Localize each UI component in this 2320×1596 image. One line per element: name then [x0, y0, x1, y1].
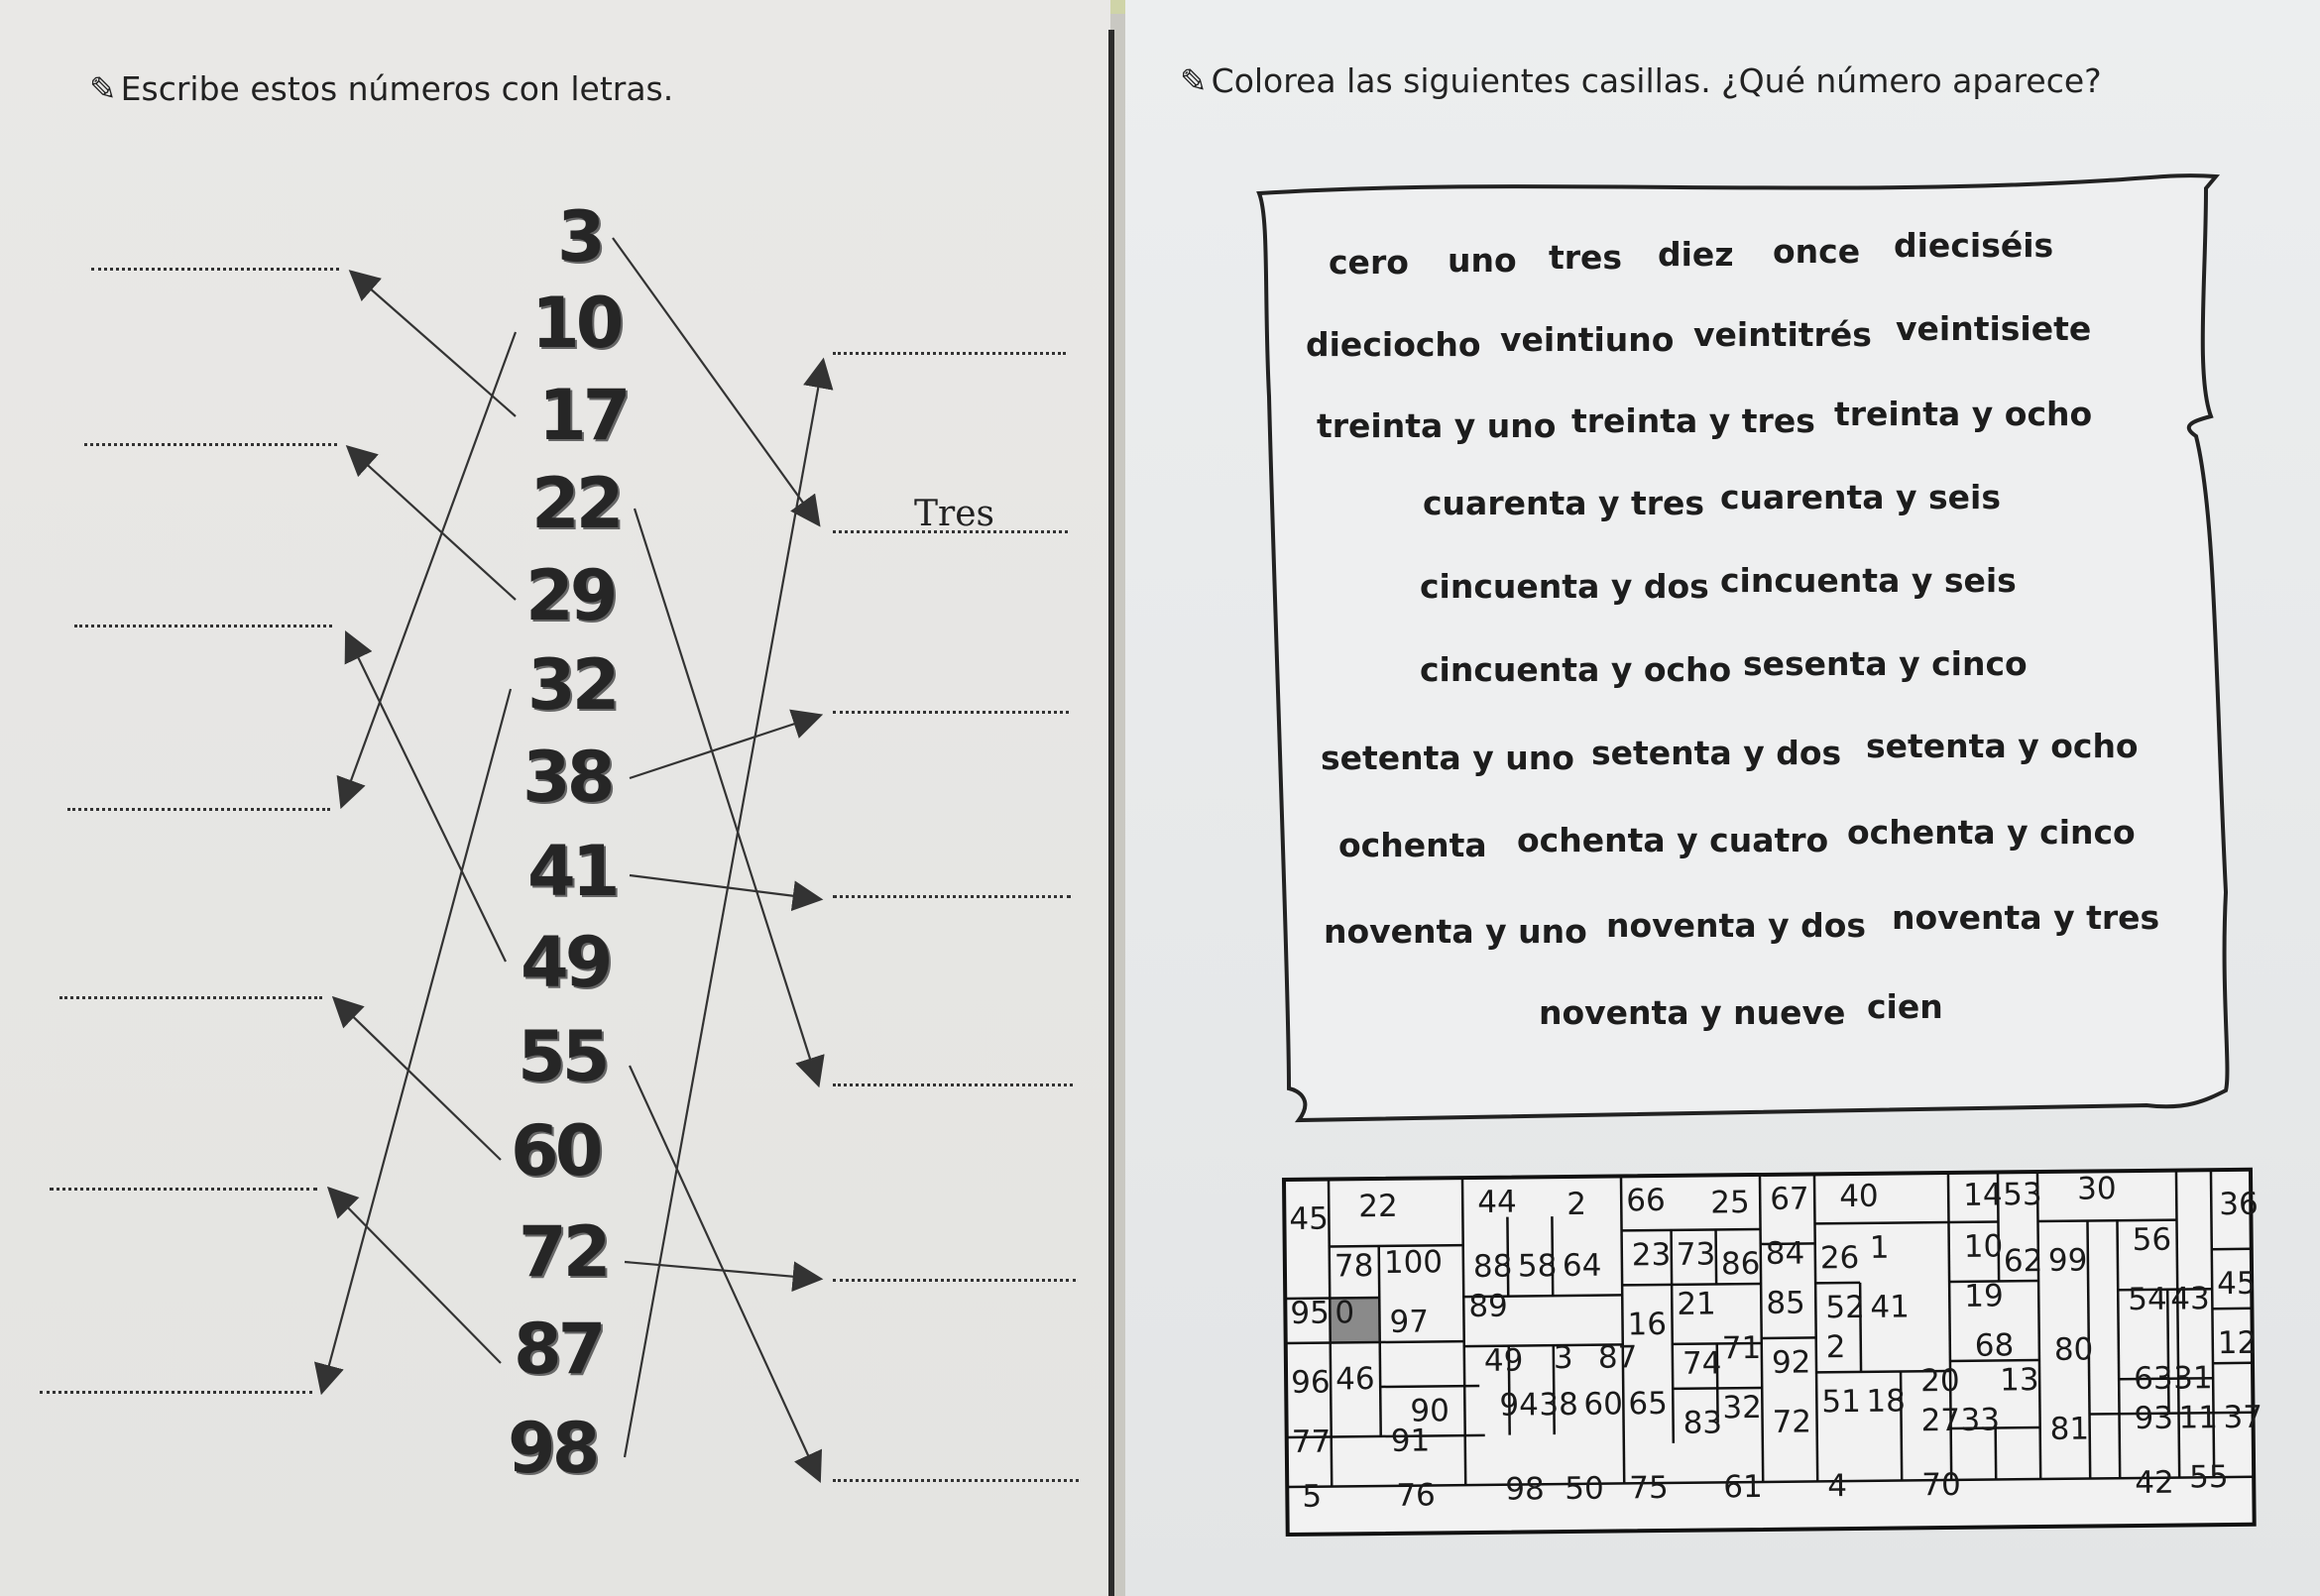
grid-cell-number[interactable]: 65 — [1628, 1385, 1669, 1423]
grid-cell-number[interactable]: 50 — [1565, 1470, 1604, 1508]
grid-cell-number[interactable]: 37 — [2223, 1399, 2263, 1436]
grid-cell-number[interactable]: 25 — [1710, 1185, 1750, 1221]
grid-cell-number[interactable]: 33 — [1960, 1402, 2001, 1438]
grid-cell-number[interactable]: 52 — [1825, 1289, 1866, 1326]
word-veintiuno[interactable]: veintiuno — [1500, 320, 1675, 359]
grid-cell-number[interactable]: 60 — [1583, 1386, 1624, 1423]
connector-arrows — [0, 0, 1110, 1596]
grid-cell-number[interactable]: 75 — [1629, 1469, 1669, 1507]
word-noventa-y-nueve[interactable]: noventa y nueve — [1539, 993, 1846, 1032]
number-41: 41 — [527, 831, 617, 912]
grid-cell-number[interactable]: 74 — [1682, 1345, 1722, 1382]
grid-cell-number[interactable]: 56 — [2132, 1221, 2172, 1259]
grid-cell-number[interactable]: 19 — [1964, 1278, 2004, 1314]
grid-cell-number[interactable]: 96 — [1290, 1364, 1331, 1401]
number-32: 32 — [527, 644, 617, 726]
book-spine — [1108, 30, 1114, 1596]
grid-cell-number[interactable]: 31 — [2172, 1360, 2213, 1397]
grid-cell-number[interactable]: 36 — [2219, 1186, 2259, 1223]
grid-cell-number[interactable]: 95 — [1290, 1295, 1331, 1331]
word-cuarenta-y-tres[interactable]: cuarenta y tres — [1423, 484, 1705, 522]
arrow — [349, 448, 516, 600]
number-10: 10 — [531, 283, 621, 364]
word-setenta-y-dos[interactable]: setenta y dos — [1591, 734, 1842, 772]
grid-cell-number[interactable]: 83 — [1682, 1405, 1723, 1441]
grid-cell-number[interactable]: 0 — [1334, 1295, 1355, 1331]
number-22: 22 — [531, 463, 621, 544]
grid-cell-number[interactable]: 98 — [1505, 1471, 1545, 1508]
word-noventa-y-tres[interactable]: noventa y tres — [1892, 898, 2160, 937]
grid-cell-number[interactable]: 71 — [1721, 1329, 1762, 1367]
example-answer: Tres — [914, 494, 994, 534]
grid-cell-number[interactable]: 68 — [1974, 1327, 2015, 1364]
word-dieciseis[interactable]: dieciséis — [1894, 226, 2054, 265]
word-ochenta[interactable]: ochenta — [1338, 826, 1487, 864]
word-cien[interactable]: cien — [1867, 987, 1943, 1026]
grid-cell-number[interactable]: 87 — [1597, 1339, 1638, 1376]
number-grid — [1125, 0, 2320, 1596]
word-tres[interactable]: tres — [1549, 238, 1623, 277]
grid-cell-number[interactable]: 86 — [1720, 1245, 1761, 1283]
grid-cell-number[interactable]: 14 — [1963, 1177, 2003, 1213]
grid-cell-number[interactable]: 100 — [1383, 1244, 1444, 1281]
grid-cell-number[interactable]: 63 — [2133, 1360, 2173, 1398]
grid-cell-number[interactable]: 70 — [1921, 1466, 1961, 1504]
grid-cell-number[interactable]: 2 — [1825, 1329, 1846, 1366]
word-ochenta-y-cinco[interactable]: ochenta y cinco — [1847, 813, 2136, 852]
grid-cell-number[interactable]: 45 — [1289, 1200, 1330, 1237]
grid-cell-number[interactable]: 10 — [1963, 1228, 2004, 1265]
grid-cell-number[interactable]: 77 — [1291, 1424, 1332, 1460]
grid-cell-number[interactable]: 72 — [1772, 1404, 1812, 1440]
grid-cell-number[interactable]: 42 — [2135, 1464, 2174, 1502]
grid-cell-number[interactable]: 64 — [1562, 1247, 1602, 1285]
arrow — [322, 689, 511, 1391]
arrow — [635, 509, 818, 1083]
grid-cell-number[interactable]: 18 — [1866, 1383, 1907, 1420]
arrow — [630, 875, 819, 899]
word-veintitres[interactable]: veintitrés — [1693, 315, 1872, 354]
word-once[interactable]: once — [1773, 232, 1861, 271]
word-cincuenta-y-dos[interactable]: cincuenta y dos — [1420, 567, 1709, 606]
word-diez[interactable]: diez — [1658, 235, 1734, 274]
grid-cell-number[interactable]: 16 — [1627, 1306, 1668, 1343]
grid-cell-number[interactable]: 26 — [1819, 1239, 1860, 1277]
left-page — [0, 0, 1110, 1596]
grid-cell-number[interactable]: 99 — [2047, 1242, 2088, 1279]
grid-cell-number[interactable]: 11 — [2178, 1400, 2219, 1436]
grid-cell-number[interactable]: 90 — [1410, 1393, 1450, 1429]
grid-cell-number[interactable]: 12 — [2217, 1324, 2258, 1362]
grid-cell-number[interactable]: 49 — [1483, 1342, 1524, 1379]
number-60: 60 — [511, 1110, 600, 1192]
word-dieciocho[interactable]: dieciocho — [1306, 325, 1481, 364]
arrow — [625, 362, 823, 1457]
pencil-icon: ✎ — [89, 69, 117, 108]
grid-cell-number[interactable]: 32 — [1722, 1389, 1763, 1426]
grid-cell-number[interactable]: 27 — [1920, 1402, 1961, 1439]
number-29: 29 — [525, 555, 615, 636]
grid-cell-number[interactable]: 97 — [1389, 1304, 1430, 1340]
word-sesenta-y-cinco[interactable]: sesenta y cinco — [1743, 644, 2028, 683]
grid-cell-number[interactable]: 93 — [2134, 1400, 2174, 1437]
number-17: 17 — [538, 375, 628, 456]
grid-cell-number[interactable]: 13 — [1999, 1362, 2039, 1399]
arrow — [342, 332, 516, 805]
word-setenta-y-ocho[interactable]: setenta y ocho — [1866, 727, 2139, 765]
word-treinta-y-uno[interactable]: treinta y uno — [1317, 406, 1557, 445]
word-cuarenta-y-seis[interactable]: cuarenta y seis — [1720, 478, 2001, 516]
grid-cell-number[interactable]: 44 — [1477, 1184, 1517, 1220]
grid-cell-number[interactable]: 2 — [1566, 1186, 1587, 1223]
grid-cell-number[interactable]: 91 — [1390, 1423, 1431, 1459]
grid-cell-number[interactable]: 20 — [1919, 1362, 1960, 1400]
word-veintisiete[interactable]: veintisiete — [1896, 309, 2092, 348]
grid-cell-number[interactable]: 58 — [1517, 1248, 1558, 1285]
number-49: 49 — [521, 922, 610, 1003]
grid-cell-number[interactable]: 51 — [1821, 1383, 1862, 1421]
grid-cell-number[interactable]: 3 — [1553, 1339, 1573, 1377]
word-cincuenta-y-seis[interactable]: cincuenta y seis — [1720, 561, 2017, 600]
grid-cell-number[interactable]: 40 — [1839, 1178, 1879, 1215]
number-87: 87 — [514, 1309, 603, 1390]
grid-cell-number[interactable]: 94 — [1499, 1387, 1540, 1424]
word-uno[interactable]: uno — [1448, 241, 1517, 280]
word-noventa-y-uno[interactable]: noventa y uno — [1324, 912, 1587, 951]
number-98: 98 — [508, 1408, 597, 1489]
grid-cell-number[interactable]: 66 — [1626, 1182, 1666, 1219]
number-72: 72 — [519, 1211, 608, 1293]
word-cero[interactable]: cero — [1329, 243, 1409, 282]
grid-cell-number[interactable]: 54 — [2128, 1281, 2167, 1318]
word-ochenta-y-cuatro[interactable]: ochenta y cuatro — [1517, 821, 1829, 859]
grid-cell-number[interactable]: 46 — [1334, 1361, 1375, 1398]
word-treinta-y-tres[interactable]: treinta y tres — [1571, 401, 1815, 440]
grid-cell-number[interactable]: 5 — [1302, 1478, 1323, 1515]
grid-cell-number[interactable]: 30 — [2076, 1171, 2117, 1207]
grid-cell-number[interactable]: 55 — [2189, 1459, 2229, 1496]
grid-cell-number[interactable]: 61 — [1723, 1468, 1763, 1506]
grid-cell-number[interactable]: 1 — [1869, 1229, 1890, 1266]
grid-cell-number[interactable]: 76 — [1396, 1477, 1436, 1514]
grid-cell-number[interactable]: 62 — [2003, 1242, 2043, 1280]
word-cincuenta-y-ocho[interactable]: cincuenta y ocho — [1420, 650, 1732, 689]
grid-cell-number[interactable]: 22 — [1358, 1188, 1398, 1225]
word-setenta-y-uno[interactable]: setenta y uno — [1321, 739, 1574, 777]
arrow — [335, 999, 501, 1160]
grid-cell-number[interactable]: 80 — [2053, 1331, 2094, 1368]
grid-cell-number[interactable]: 81 — [2049, 1411, 2090, 1447]
arrow — [630, 716, 819, 778]
word-treinta-y-ocho[interactable]: treinta y ocho — [1834, 395, 2093, 433]
grid-cell-number[interactable]: 38 — [1539, 1386, 1579, 1424]
grid-cell-number[interactable]: 41 — [1870, 1289, 1911, 1325]
grid-cell-number[interactable]: 78 — [1334, 1248, 1374, 1285]
grid-cell-number[interactable]: 23 — [1631, 1236, 1672, 1274]
arrow — [330, 1190, 501, 1363]
left-instruction-text: Escribe estos números con letras. — [120, 69, 674, 108]
grid-cell-number[interactable]: 73 — [1676, 1236, 1716, 1273]
arrow — [613, 238, 818, 523]
word-noventa-y-dos[interactable]: noventa y dos — [1606, 906, 1867, 945]
right-instruction-text: Colorea las siguientes casillas. ¿Qué número aparece? — [1211, 61, 2102, 100]
grid-cell-number[interactable]: 43 — [2170, 1281, 2210, 1317]
pencil-icon: ✎ — [1180, 61, 1208, 100]
grid-cell-number[interactable]: 53 — [2003, 1176, 2042, 1213]
arrow — [352, 273, 516, 416]
number-38: 38 — [522, 737, 612, 818]
grid-cell-number[interactable]: 85 — [1766, 1285, 1805, 1321]
grid-cell-number[interactable]: 4 — [1827, 1468, 1848, 1505]
number-55: 55 — [518, 1016, 607, 1097]
grid-cell-number[interactable]: 45 — [2216, 1265, 2257, 1303]
number-3: 3 — [557, 196, 602, 278]
grid-cell-number[interactable]: 84 — [1765, 1235, 1805, 1272]
grid-cell-number[interactable]: 89 — [1468, 1288, 1508, 1325]
grid-cell-number[interactable]: 88 — [1472, 1248, 1513, 1286]
grid-cell-number[interactable]: 92 — [1771, 1344, 1811, 1381]
right-page — [1125, 0, 2320, 1596]
grid-cell-number[interactable]: 67 — [1770, 1181, 1809, 1217]
grid-cell-number[interactable]: 21 — [1677, 1286, 1716, 1322]
